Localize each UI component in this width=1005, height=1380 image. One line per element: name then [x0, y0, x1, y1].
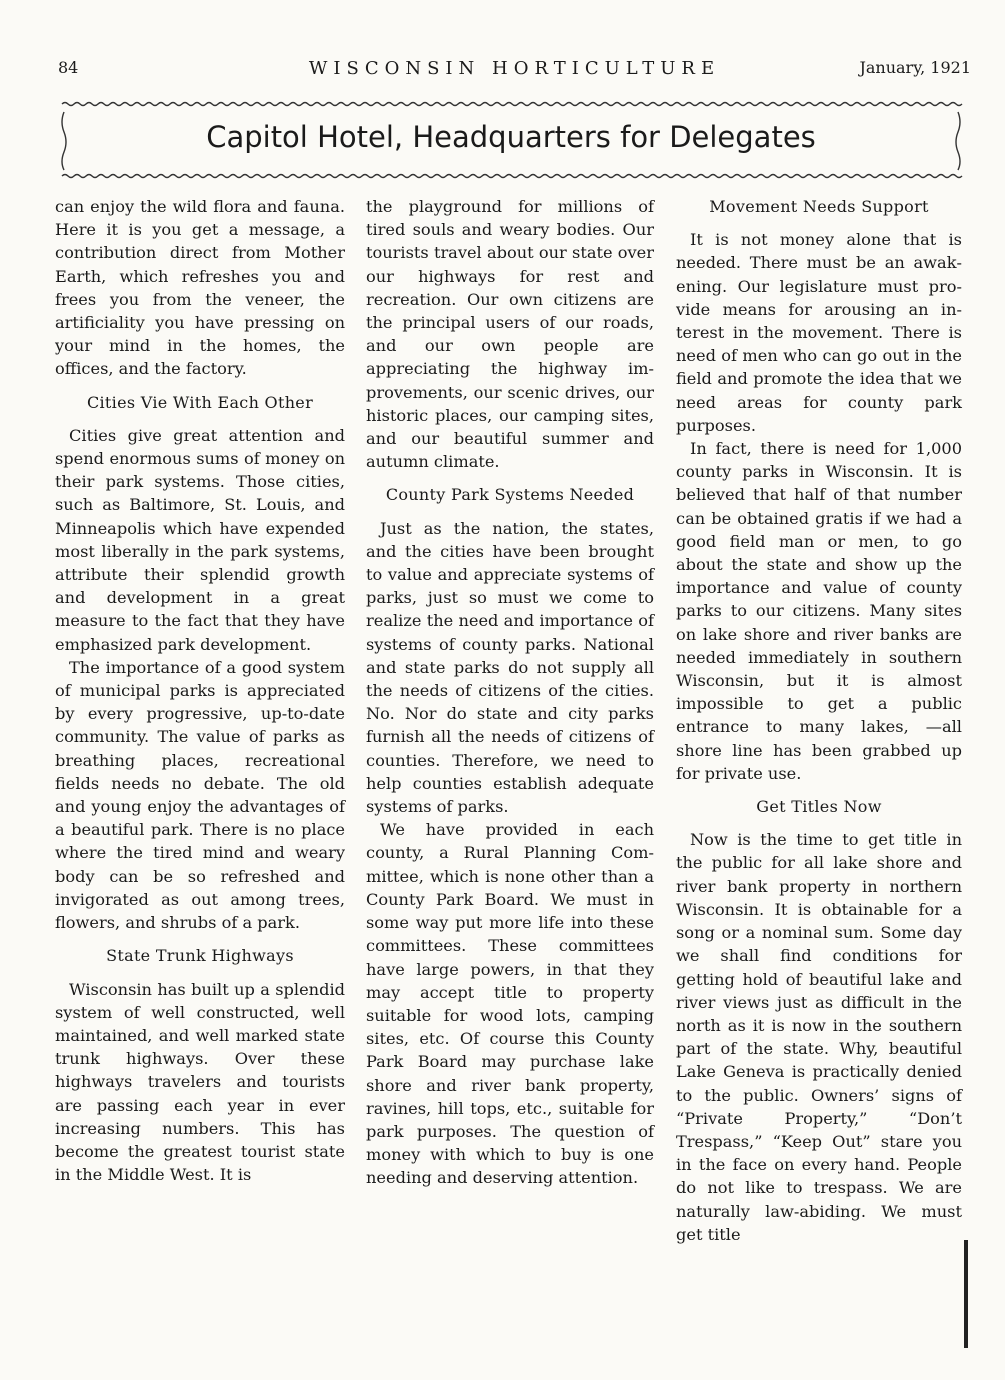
- paragraph: It is not money alone that is needed. There must be an awakening. Our legislature must provide means for arousing an interest in the movement. There is need of men who can go out in the field and promote the idea that we need areas for county park purposes.: [676, 230, 962, 435]
- paragraph: The importance of a good system of municipal parks is appreciated by every progressive, up-to-date community. The value of parks as breathing places, recreational fields needs no debate. The old and young enjoy the advantages of a beautiful park. There is no place where the tired mind and weary body can be so refreshed and invigorated as out among trees, flowers, and shrubs of a park.: [55, 657, 345, 933]
- article-column-3: [676, 195, 962, 1246]
- section-heading: Cities Vie With Each Other: [86, 392, 314, 412]
- page-header: [58, 58, 971, 82]
- journal-title: WISCONSIN HORTICULTURE: [308, 58, 721, 79]
- issue-date: January, 1921: [859, 58, 971, 77]
- paragraph: Just as the nation, the states, and the cities have been brought to value and appreciate systems of parks, just so must we come to realize the need and importance of systems of county parks. National and state parks do not supply all the needs of citizens of the cities. No. Nor do state and city parks furnish all the needs of citizens of counties. Therefore, we need to help counties establish adequate systems of parks.: [366, 518, 654, 817]
- paragraph: Now is the time to get title in the public for all lake shore and river bank property in northern Wisconsin. It is obtainable for a song or a nominal sum. Some day we shall find conditions for getting hold of beautiful lake and river views just as difficult in the north as it is now in the southern part of the state. Why, beautiful Lake Geneva is practically denied to the public. Owners’ signs of “Private Property,” “Don’t Trespass,” “Keep Out” stare you in the face on every hand. People do not like to trespass. We are naturally law-abiding. We must get title: [676, 830, 962, 1244]
- headline-banner: [58, 98, 964, 182]
- section-heading: State Trunk Highways: [106, 946, 294, 966]
- page-number: 84: [58, 58, 79, 77]
- paragraph: In fact, there is need for 1,000 county parks in Wisconsin. It is believed that half of that number can be obtained gratis if we had a good field man or men, to go about the state and show up the importance and value of county parks to our citizens. Many sites on lake shore and river banks are needed immediately in southern Wisconsin, but it is almost impossible to get a public entrance to many lakes, —all shore line has been grabbed up for private use.: [676, 439, 962, 783]
- banner-title: Capitol Hotel, Headquarters for Delegates: [206, 120, 816, 154]
- article-column-1: [55, 195, 345, 1186]
- paragraph: We have provided in each county, a Rural Planning Committee, which is none other than a County Park Board. We must in some way put more life into these committees. These committees have large powers, in that they may accept title to property suitable for wood lots, camping sites, etc. Of course this County Park Board may purchase lake shore and river bank property, ravines, hill tops, etc., suitable for park purposes. The question of money with which to buy is one needing and deserving attention.: [366, 820, 654, 1188]
- section-heading: Movement Needs Support: [709, 197, 929, 216]
- section-heading: County Park Systems Needed: [385, 485, 635, 505]
- paragraph: the playground for millions of tired souls and weary bodies. Our tourists travel about our state over our highways for rest and recreation. Our own citizens are the principal users of our roads, and our own people are appreciating the highway improvements, our scenic drives, our historic places, our camping sites, and our beautiful summer and autumn climate.: [366, 197, 654, 472]
- paragraph: can enjoy the wild flora and fauna. Here it is you get a message, a contribution direct from Mother Earth, which refreshes you and frees you from the veneer, the artificiality you have pressing on your mind in the homes, the offices, and the factory.: [55, 197, 345, 379]
- paragraph: Cities give great attention and spend enormous sums of money on their park systems. Those cities, such as Baltimore, St. Louis, and Minneapolis which have expended most liberally in the park systems, attribute their splendid growth and development in a great measure to the fact that they have emphasized park development.: [55, 425, 345, 654]
- paragraph: Wisconsin has built up a splendid system of well constructed, well maintained, and well marked state trunk highways. Over these highways travelers and tourists are passing each year in ever increasing numbers. This has become the greatest tourist state in the Middle West. It is: [55, 979, 345, 1185]
- article-column-2: [366, 195, 654, 1190]
- section-heading: Get Titles Now: [756, 797, 882, 817]
- scan-edge-mark: [964, 1240, 968, 1348]
